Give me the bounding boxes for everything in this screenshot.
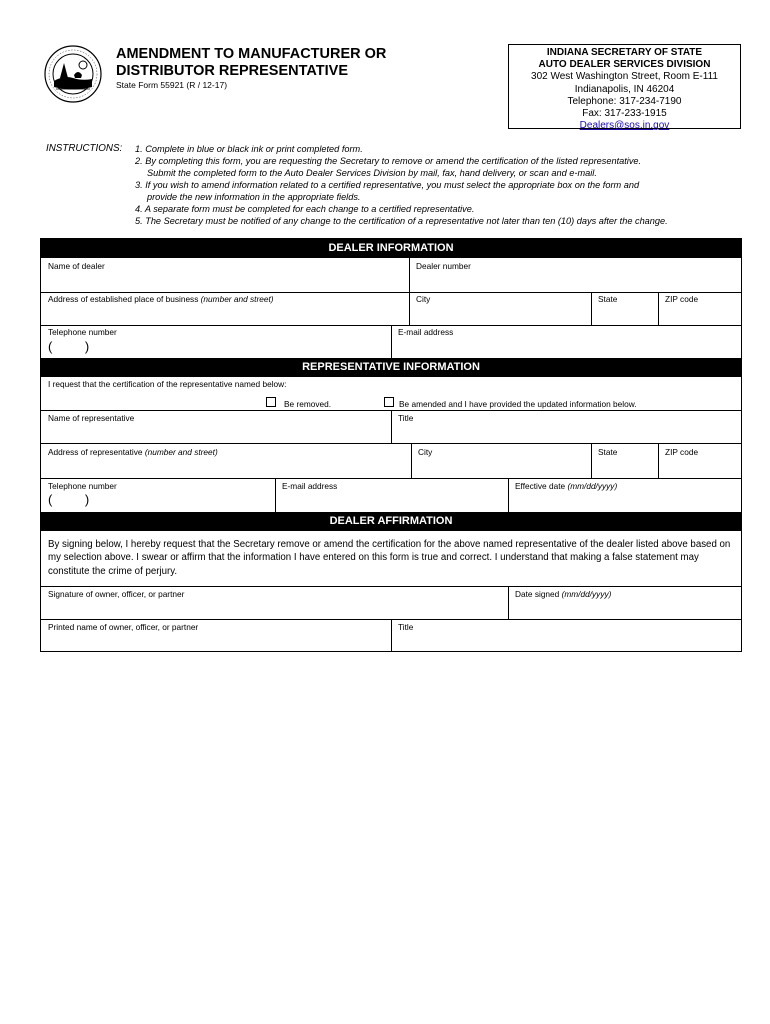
instruction-2-continued: Submit the completed form to the Auto Dealer Services Division by mail, fax, hand delivery, or scan and e-mail. (147, 168, 597, 178)
be-amended-checkbox[interactable] (384, 397, 394, 407)
representative-information-heading: REPRESENTATIVE INFORMATION (41, 358, 741, 377)
printed-name-field[interactable]: Printed name of owner, officer, or partner (48, 622, 199, 632)
representative-telephone-field[interactable]: Telephone number (48, 481, 117, 491)
effective-date-label: Effective date (515, 481, 568, 491)
representative-email-field[interactable]: E-mail address (282, 481, 338, 491)
form-body (40, 238, 742, 652)
divider (41, 586, 741, 587)
instruction-3: 3. If you wish to amend information related to a certified representative, you must select the appropriate box on the form and (135, 180, 640, 190)
dealer-information-heading: DEALER INFORMATION (41, 239, 741, 258)
date-signed-label: Date signed (515, 589, 562, 599)
effective-date-hint: (mm/dd/yyyy) (567, 481, 618, 491)
representative-address-label: Address of representative (48, 447, 145, 457)
be-amended-label: Be amended and I have provided the updated information below. (399, 399, 637, 409)
agency-box (508, 44, 741, 132)
agency-address: 302 West Washington Street, Room E-111 (531, 71, 718, 83)
dealer-affirmation-heading: DEALER AFFIRMATION (41, 512, 741, 531)
dealer-address-field[interactable] (48, 294, 274, 304)
divider (508, 586, 509, 619)
date-signed-hint: (mm/dd/yyyy) (561, 589, 612, 599)
agency-line-1: INDIANA SECRETARY OF STATE (546, 47, 703, 58)
divider (411, 443, 412, 478)
representative-title-field[interactable]: Title (398, 413, 414, 423)
dealer-telephone-field[interactable]: Telephone number (48, 327, 117, 337)
instruction-1: 1. Complete in blue or black ink or print completed form. (135, 144, 363, 154)
form-number: State Form 55921 (R / 12-17) (116, 80, 228, 90)
dealer-name-field[interactable]: Name of dealer (48, 261, 105, 271)
representative-name-field[interactable]: Name of representative (48, 413, 135, 423)
divider (591, 292, 592, 325)
instruction-4: 4. A separate form must be completed for each change to a certified representative. (135, 204, 475, 214)
title-line-2: DISTRIBUTOR REPRESENTATIVE (116, 63, 349, 79)
title-line-1: AMENDMENT TO MANUFACTURER OR (116, 46, 387, 62)
representative-state-field[interactable]: State (598, 447, 618, 457)
date-signed-field[interactable] (515, 589, 611, 599)
dealer-address-label: Address of established place of business (48, 294, 201, 304)
affirmation-statement: By signing below, I hereby request that the Secretary remove or amend the certification for the above named representative of the dealer listed above based on my selection above. I swear or affirm that the information I have entered on this form is true and correct. I understand that making a false statement may constitute the crime of perjury. (48, 539, 731, 577)
instructions-list (135, 143, 745, 227)
representative-request-text: I request that the certification of the representative named below: (48, 379, 287, 389)
instructions-label: INSTRUCTIONS: (46, 143, 123, 154)
effective-date-field[interactable] (515, 481, 617, 491)
divider (591, 443, 592, 478)
representative-zip-field[interactable]: ZIP code (665, 447, 699, 457)
form-title (116, 46, 496, 80)
dealer-email-field[interactable]: E-mail address (398, 327, 454, 337)
instruction-2: 2. By completing this form, you are requesting the Secretary to remove or amend the certification of the listed representative. (135, 156, 642, 166)
agency-city: Indianapolis, IN 46204 (574, 83, 675, 95)
divider (41, 292, 741, 293)
indiana-state-seal-icon (44, 45, 102, 103)
divider (409, 258, 410, 292)
instruction-5: 5. The Secretary must be notified of any change to the certification of a representative not later than ten (10) days after the change. (135, 216, 668, 226)
be-removed-checkbox[interactable] (266, 397, 276, 407)
dealer-address-hint: (number and street) (200, 294, 274, 304)
divider (41, 443, 741, 444)
agency-fax: Fax: 317-233-1915 (582, 108, 667, 120)
divider (658, 292, 659, 325)
dealer-zip-field[interactable]: ZIP code (665, 294, 699, 304)
dealer-state-field[interactable]: State (598, 294, 618, 304)
be-removed-label: Be removed. (284, 399, 332, 409)
dealer-city-field[interactable]: City (416, 294, 431, 304)
agency-line-2: AUTO DEALER SERVICES DIVISION (538, 59, 711, 71)
divider (409, 292, 410, 325)
divider (391, 619, 392, 652)
divider (508, 478, 509, 512)
agency-telephone: Telephone: 317-234-7190 (567, 95, 682, 107)
divider (658, 443, 659, 478)
divider (391, 410, 392, 443)
dealer-number-field[interactable]: Dealer number (416, 261, 471, 271)
representative-telephone-area-code: ( ) (48, 492, 90, 507)
dealer-telephone-area-code: ( ) (48, 339, 90, 354)
divider (41, 478, 741, 479)
agency-email-link[interactable]: Dealers@sos.in.gov (579, 120, 670, 132)
representative-city-field[interactable]: City (418, 447, 433, 457)
instruction-3-continued: provide the new information in the appropriate fields. (147, 192, 361, 202)
representative-address-hint: (number and street) (144, 447, 218, 457)
signature-field[interactable]: Signature of owner, officer, or partner (48, 589, 185, 599)
representative-address-field[interactable] (48, 447, 218, 457)
signer-title-field[interactable]: Title (398, 622, 414, 632)
divider (275, 478, 276, 512)
divider (391, 325, 392, 358)
